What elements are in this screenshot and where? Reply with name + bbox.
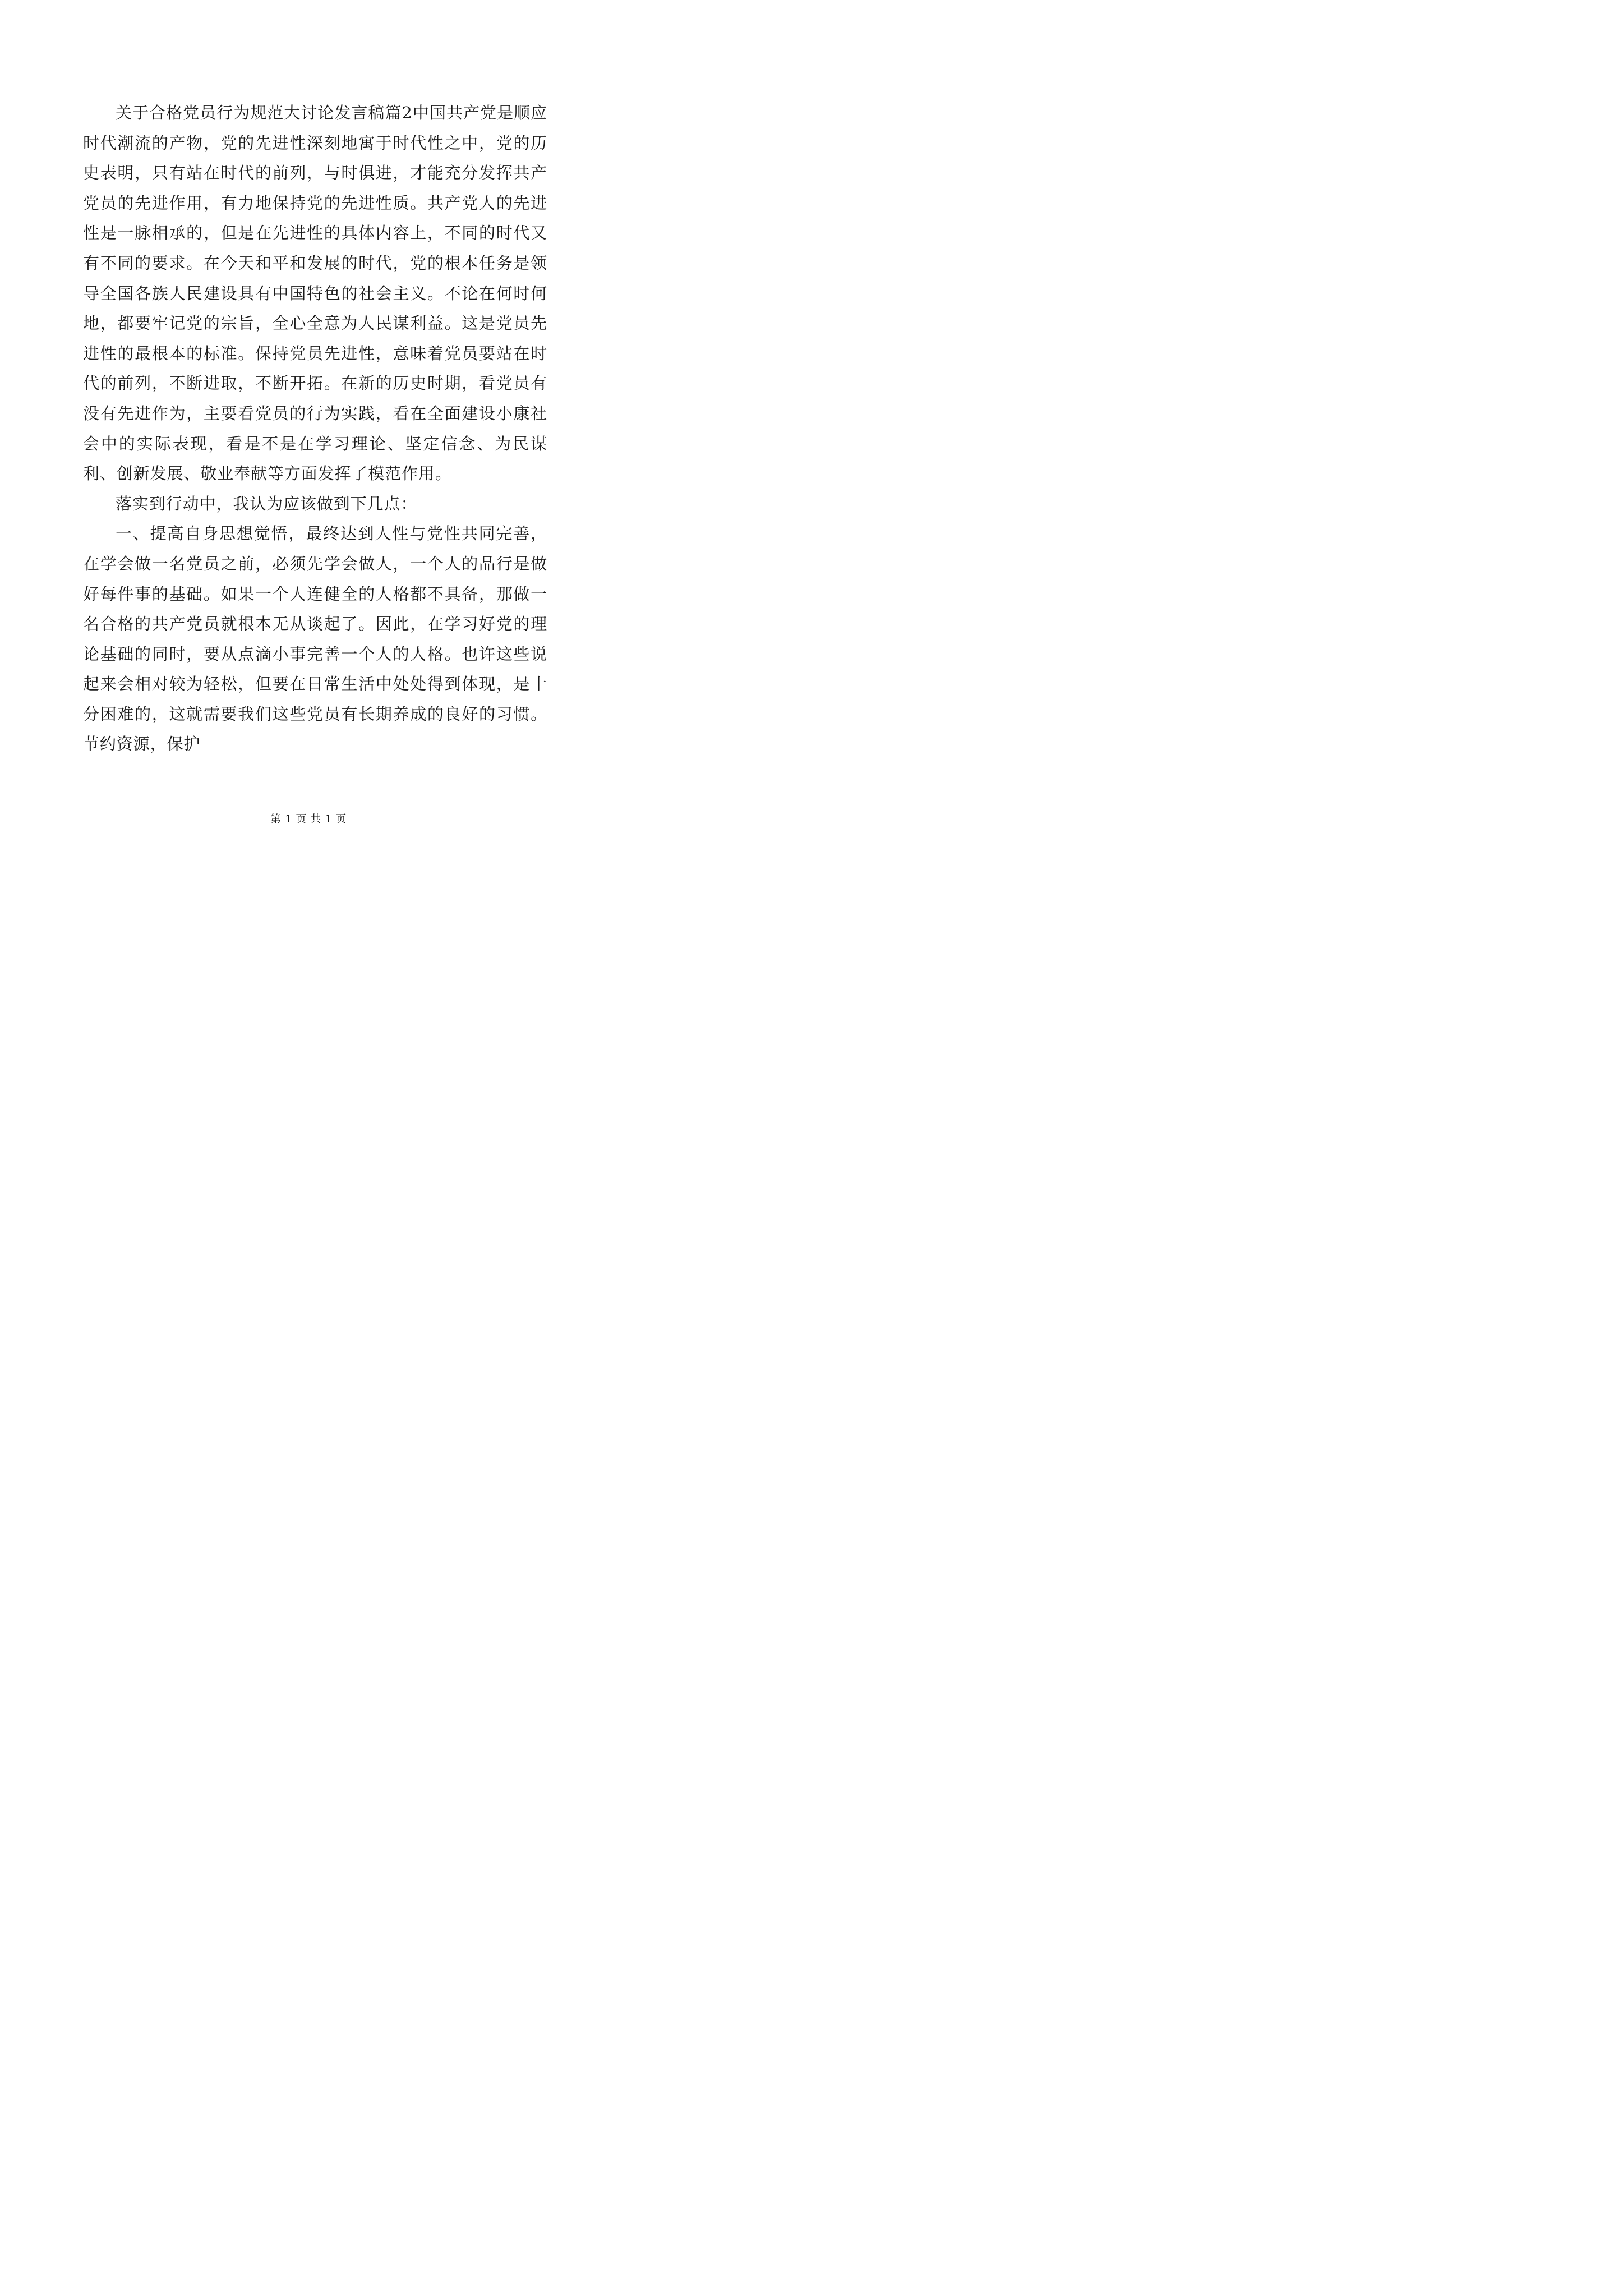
page-footer: 第 1 页 共 1 页 bbox=[270, 813, 347, 825]
paragraph-2: 落实到行动中，我认为应该做到下几点： bbox=[116, 494, 418, 513]
document-body bbox=[83, 98, 547, 760]
paragraph-3: 一、提高自身思想觉悟，最终达到人性与党性共同完善，在学会做一名党员之前，必须先学会做人，一个人的品行是做好每件事的基础。如果一个人连健全的人格都不具备，那做一名合格的共产党员就根本无从谈起了。因此，在学习好党的理论基础的同时，要从点滴小事完善一个人的人格。也许这些说起来会相对较为轻松，但要在日常生活中处处得到体现，是十分困难的，这就需要我们这些党员有长期养成的良好的习惯。节约资源，保护 bbox=[83, 524, 547, 754]
paragraph-1: 关于合格党员行为规范大讨论发言稿篇2中国共产党是顺应时代潮流的产物，党的先进性深刻地寓于时代性之中，党的历史表明，只有站在时代的前列，与时俱进，才能充分发挥共产党员的先进作用，有力地保持党的先进性质。共产党人的先进性是一脉相承的，但是在先进性的具体内容上，不同的时代又有不同的要求。在今天和平和发展的时代，党的根本任务是领导全国各族人民建设具有中国特色的社会主义。不论在何时何地，都要牢记党的宗旨，全心全意为人民谋利益。这是党员先进性的最根本的标准。保持党员先进性，意味着党员要站在时代的前列，不断进取，不断开拓。在新的历史时期，看党员有没有先进作为，主要看党员的行为实践，看在全面建设小康社会中的实际表现，看是不是在学习理论、坚定信念、为民谋利、创新发展、敬业奉献等方面发挥了模范作用。 bbox=[83, 103, 547, 484]
document-page bbox=[0, 0, 617, 873]
